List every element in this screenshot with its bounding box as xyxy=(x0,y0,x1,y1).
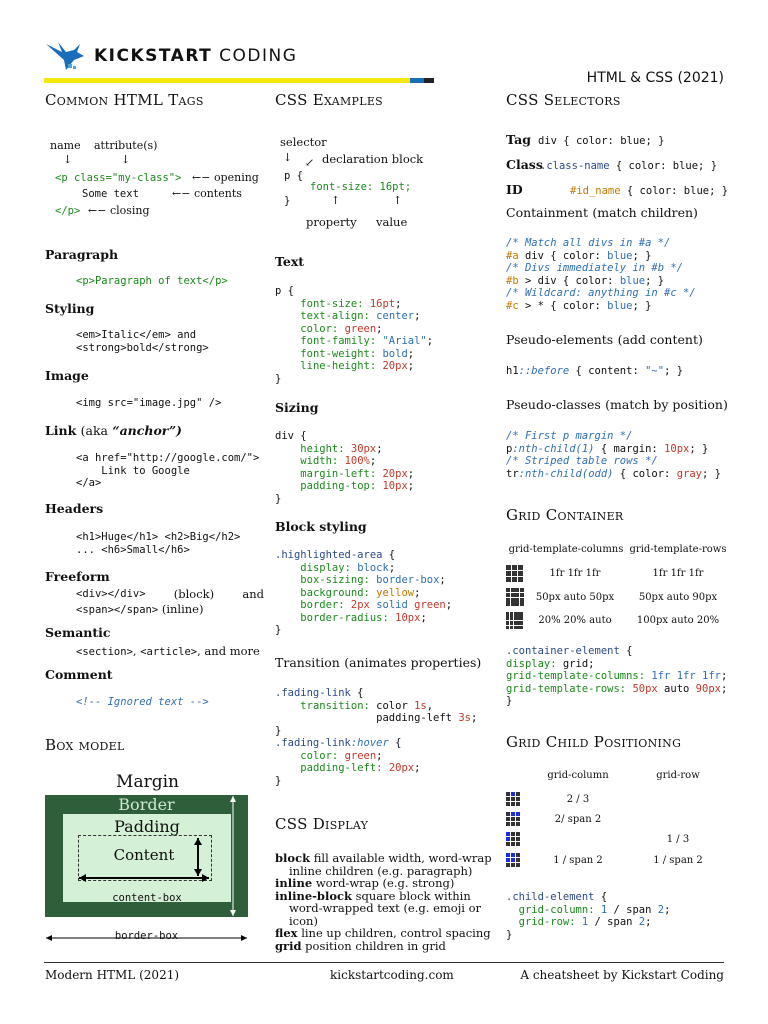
grid-child-icon xyxy=(506,853,526,867)
heading-block-styling: Block styling xyxy=(275,519,367,534)
arrow-down-icon: ↓ xyxy=(283,151,293,164)
arrow-up-icon: ↑ xyxy=(393,194,403,207)
code-headers: <h1>Huge</h1> <h2>Big</h2> ... <h6>Small</h6> xyxy=(76,531,241,556)
hummingbird-logo-icon xyxy=(44,38,90,74)
label-opening: ←− opening xyxy=(192,171,259,184)
footer-right: A cheatsheet by Kickstart Coding xyxy=(520,968,724,982)
label-property: property xyxy=(306,215,357,229)
box-dimension-arrows xyxy=(45,772,250,948)
grid-icon xyxy=(506,612,524,629)
grid-child-icon xyxy=(506,792,526,806)
anatomy-selector-line: p { xyxy=(284,170,303,182)
label-selector: selector xyxy=(280,135,327,149)
arrow-up-icon: ↑ xyxy=(331,194,341,207)
anatomy-close-brace: } xyxy=(284,195,291,207)
display-item: flex line up children, control spacing xyxy=(275,926,491,940)
heading-text: Text xyxy=(275,254,305,269)
heading-headers: Headers xyxy=(45,501,104,516)
footer-left: Modern HTML (2021) xyxy=(45,968,180,982)
grid-child-icon xyxy=(506,812,526,826)
code-link: <a href="http://google.com/"> Link to Google </a> xyxy=(76,452,260,489)
display-item: inline word-wrap (e.g. strong) xyxy=(275,876,455,890)
display-item: grid position children in grid xyxy=(275,938,446,953)
grid-container-table xyxy=(506,544,730,629)
section-title-grid-container: Grid Container xyxy=(506,506,624,524)
display-definitions xyxy=(275,852,493,952)
heading-freeform: Freeform xyxy=(45,569,110,584)
code-grid-container: .container-element { display: grid; grid-template-columns: 1fr 1fr 1fr; grid-template-rows: 50px auto 90px; } xyxy=(506,645,728,707)
heading-image: Image xyxy=(45,368,89,383)
box-padding-label: Padding xyxy=(114,817,180,836)
heading-semantic: Semantic xyxy=(45,625,111,640)
grid-child-header: grid-column grid-row xyxy=(547,770,700,781)
grid-child-table xyxy=(506,770,730,871)
header-bar-end xyxy=(424,78,434,83)
section-title-grid-child: Grid Child Positioning xyxy=(506,733,682,751)
label-contents: ←− contents xyxy=(172,187,242,200)
heading-pseudo-elements: Pseudo-elements (add content) xyxy=(506,332,703,347)
code-paragraph: <p>Paragraph of text</p> xyxy=(76,275,228,287)
freeform-desc: <div></div> (block) and <span></span> (inline) xyxy=(76,587,264,616)
code-styling: <em>Italic</em> and <strong>bold</strong> xyxy=(76,329,209,354)
grid-child-row: 1 / 3 xyxy=(506,829,730,849)
arrow-diagonal-icon: ↙ xyxy=(305,156,315,169)
code-transition-example: .fading-link { transition: color 1s, padding-left 3s; } .fading-link:hover { color: green; padding-left: 20px; } xyxy=(275,687,478,787)
section-title-css-selectors: CSS Selectors xyxy=(506,91,621,109)
selector-id: ID #id_name { color: blue; } xyxy=(506,182,729,197)
heading-pseudo-classes: Pseudo-classes (match by position) xyxy=(506,397,728,412)
code-containment: /* Match all divs in #a */ #a div { color: blue; } /* Divs immediately in #b */ #b > div { color: blue; } /* Wildcard: anything in #c */ #c > * { color: blue; } xyxy=(506,237,696,312)
box-border-box-label: border-box xyxy=(114,930,179,942)
footer-divider xyxy=(44,962,724,963)
grid-child-row: 1 / span 2 1 / span 2 xyxy=(506,849,730,871)
code-pseudo-classes: /* First p margin */ p:nth-child(1) { margin: 10px; } /* Striped table rows */ tr:nth-child(odd) { color: gray; } xyxy=(506,430,721,480)
brand-logo xyxy=(44,38,297,74)
header-bar xyxy=(44,78,434,83)
code-text-example: p { font-size: 16pt; text-align: center; color: green; font-family: "Arial"; font-weight: bold; line-height: 20px; } xyxy=(275,285,434,385)
heading-styling: Styling xyxy=(45,301,95,316)
footer-center: kickstartcoding.com xyxy=(330,968,454,982)
anatomy-declaration: font-size: 16pt; xyxy=(310,181,412,193)
code-sizing-example: div { height: 30px; width: 100%; margin-left: 20px; padding-top: 10px; } xyxy=(275,430,415,505)
display-item: block fill available width, word-wrap inline children (e.g. paragraph) xyxy=(275,851,492,878)
section-title-css-examples: CSS Examples xyxy=(275,91,384,109)
arrow-down-icon: ↓ xyxy=(63,153,73,166)
anatomy-contents: Some text xyxy=(82,188,139,200)
label-declaration-block: declaration block xyxy=(322,152,424,166)
grid-icon xyxy=(506,588,524,606)
label-attributes: attribute(s) xyxy=(94,139,158,152)
grid-child-row: 2/ span 2 xyxy=(506,809,730,829)
semantic-desc: <section>, <article>, and more xyxy=(76,644,260,658)
selector-tag: Tag div { color: blue; } xyxy=(506,132,665,147)
box-margin-label: Margin xyxy=(116,772,179,792)
basic-selectors xyxy=(506,128,728,203)
heading-paragraph: Paragraph xyxy=(45,247,119,262)
grid-table-row: 20% 20% auto 100px auto 20% xyxy=(506,612,730,629)
code-grid-child: .child-element { grid-column: 1 / span 2; grid-row: 1 / span 2; } xyxy=(506,891,671,941)
label-value: value xyxy=(376,215,408,229)
code-comment: <!-- Ignored text --> xyxy=(76,696,209,708)
heading-sizing: Sizing xyxy=(275,400,319,415)
heading-transition: Transition (animates properties) xyxy=(275,655,482,670)
box-border-label: Border xyxy=(118,795,175,814)
brand-name: KICKSTART CODING xyxy=(94,46,298,66)
grid-icon xyxy=(506,565,524,582)
doc-title: HTML & CSS (2021) xyxy=(586,70,724,86)
box-model-diagram xyxy=(45,772,250,948)
code-image: <img src="image.jpg" /> xyxy=(76,397,222,409)
grid-table-row: 50px auto 50px 50px auto 90px xyxy=(506,588,730,606)
display-item: inline-block square block within word-wrapped text (e.g. emoji or icon) xyxy=(275,888,482,928)
anatomy-close-tag: </p> xyxy=(55,205,81,217)
anatomy-open-tag: <p class="my-class"> xyxy=(55,172,182,184)
box-content-box-label: content-box xyxy=(112,892,182,904)
section-title-html-tags: Common HTML Tags xyxy=(45,91,204,109)
grid-table-row: 1fr 1fr 1fr 1fr 1fr 1fr xyxy=(506,565,730,582)
heading-comment: Comment xyxy=(45,667,113,682)
grid-child-icon xyxy=(506,832,526,846)
box-content-label: Content xyxy=(113,846,175,864)
arrow-down-icon: ↓ xyxy=(121,153,131,166)
heading-link: Link (aka “anchor”) xyxy=(45,423,182,438)
grid-table-header: grid-template-columns grid-template-rows xyxy=(508,544,727,555)
code-pseudo-elements: h1::before { content: "~"; } xyxy=(506,365,684,377)
label-name: name xyxy=(50,139,81,152)
label-closing: ←− closing xyxy=(88,204,150,217)
section-title-css-display: CSS Display xyxy=(275,815,369,833)
grid-child-row: 2 / 3 xyxy=(506,789,730,809)
section-title-box-model: Box model xyxy=(45,736,125,754)
selector-class: Class.class-name { color: blue; } xyxy=(506,157,718,172)
code-block-styling-example: .highlighted-area { display: block; box-sizing: border-box; background: yellow; border: 2px solid green; border-radius: 10px; } xyxy=(275,549,453,636)
heading-containment: Containment (match children) xyxy=(506,205,698,220)
